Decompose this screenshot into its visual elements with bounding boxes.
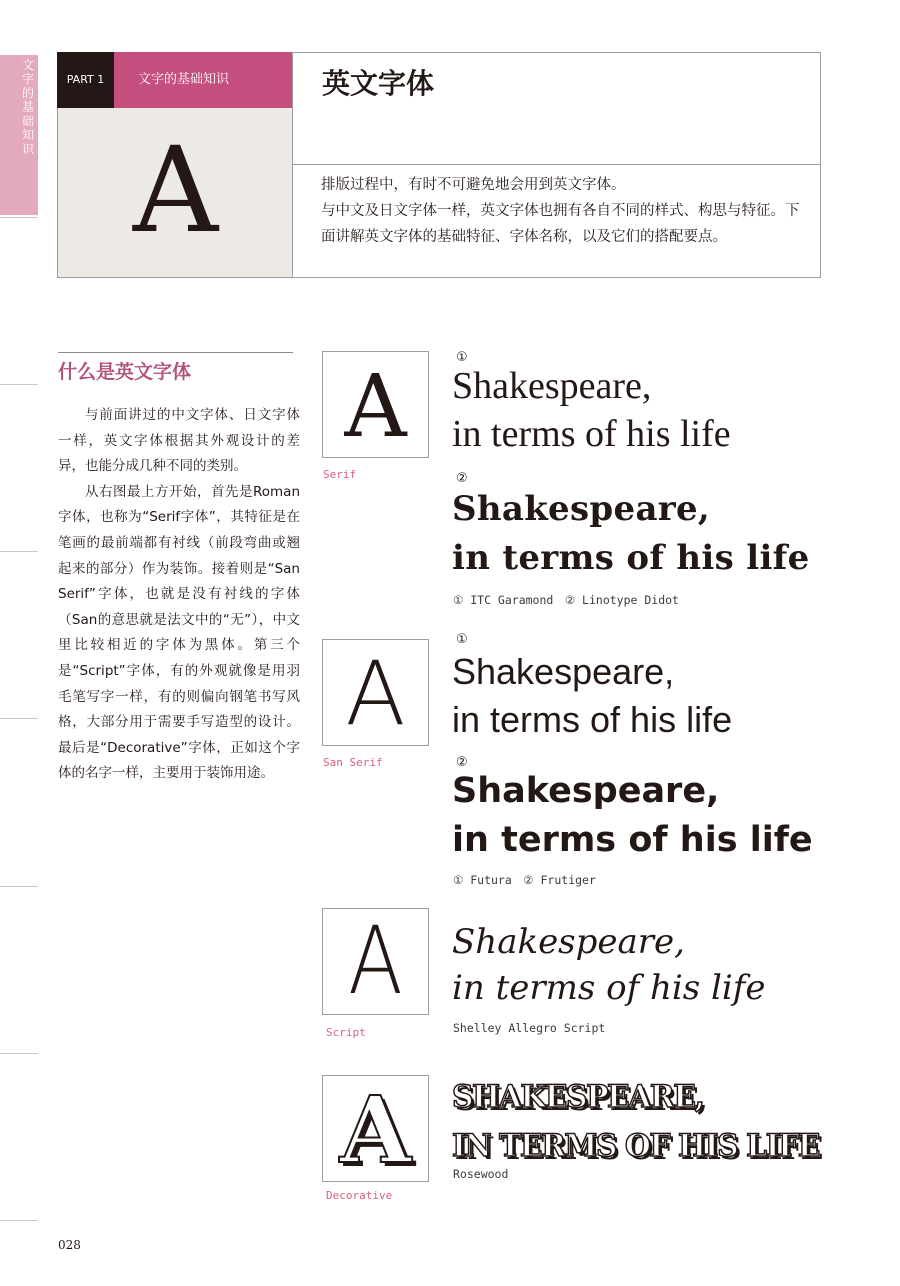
serif-specimen-1 bbox=[452, 362, 731, 458]
intro-line: 排版过程中，有时不可避免地会用到英文字体。 bbox=[321, 177, 626, 193]
section-title: 什么是英文字体 bbox=[58, 361, 192, 383]
specimen-line: in terms of his life bbox=[452, 413, 731, 455]
serif-caption: ① ITC Garamond ② Linotype Didot bbox=[453, 593, 679, 607]
edge-rule bbox=[0, 384, 38, 385]
script-label: Script bbox=[326, 1026, 366, 1039]
intro-text bbox=[321, 172, 801, 250]
side-tab-label: 文字的基础知识 bbox=[22, 58, 35, 156]
edge-rule bbox=[0, 718, 38, 719]
decorative-specimen bbox=[452, 1073, 819, 1171]
serif-sample-box bbox=[322, 351, 429, 458]
decorative-sample-box bbox=[322, 1075, 429, 1182]
specimen-line: Shakespeare, bbox=[452, 651, 675, 692]
body-paragraph: 与前面讲过的中文字体、日文字体一样，英文字体根据其外观设计的差异，也能分成几种不同的类别。 bbox=[58, 407, 300, 475]
sans-marker-1: ① bbox=[456, 632, 468, 647]
sans-caption: ① Futura ② Frutiger bbox=[453, 873, 596, 887]
body-paragraph: 从右图最上方开始，首先是Roman字体，也称为“Serif字体”，其特征是在笔画的最前端都有衬线（前段弯曲或翘起来的部分）作为装饰。接着则是“San Serif”字体，也就是没有衬线的字体（San的意思就是法文中的“无”），中文里比较相近的字体为黑体。第三个是“Script”字体，有的外观就像是用羽毛笔写字一样，有的则偏向钢笔书写风格，大部分用于需要手写造型的设计。最后是“Decorative”字体，正如这个字体的名字一样，主要用于装饰用途。 bbox=[58, 483, 300, 782]
edge-rule bbox=[0, 1053, 38, 1054]
serif-marker-2: ② bbox=[456, 471, 468, 486]
section-body bbox=[58, 403, 300, 787]
edge-rule bbox=[0, 551, 38, 552]
edge-rule bbox=[0, 886, 38, 887]
serif-label: Serif bbox=[323, 468, 357, 481]
decorative-label: Decorative bbox=[326, 1189, 393, 1202]
specimen-line: in terms of his life bbox=[452, 968, 766, 1008]
specimen-line: in terms of his life bbox=[452, 699, 733, 740]
header-divider-horizontal bbox=[292, 164, 821, 165]
page-title: 英文字体 bbox=[322, 67, 435, 100]
sans-sample-box bbox=[322, 639, 429, 746]
part-tag: PART 1 bbox=[57, 52, 114, 108]
page-number: 028 bbox=[58, 1238, 81, 1252]
specimen-line: Shakespeare, bbox=[452, 365, 652, 407]
serif-marker-1: ① bbox=[456, 350, 468, 365]
serif-letter: A bbox=[344, 357, 407, 457]
serif-specimen-2 bbox=[452, 485, 810, 583]
chapter-tag: 文字的基础知识 bbox=[114, 52, 293, 108]
sans-specimen-1 bbox=[452, 648, 732, 744]
script-caption: Shelley Allegro Script bbox=[453, 1021, 606, 1035]
script-specimen bbox=[452, 919, 765, 1011]
sans-specimen-2 bbox=[452, 767, 813, 865]
script-letter: A bbox=[348, 908, 403, 1015]
specimen-line: IN TERMS OF HIS LIFE bbox=[452, 1128, 820, 1164]
specimen-line: in terms of his life bbox=[452, 538, 810, 578]
edge-rule bbox=[0, 217, 38, 218]
script-sample-box bbox=[322, 908, 429, 1015]
sans-label: San Serif bbox=[323, 756, 383, 769]
header-divider-vertical bbox=[292, 52, 293, 278]
big-letter: A bbox=[132, 121, 219, 259]
sans-letter: A bbox=[345, 642, 406, 745]
intro-line: 与中文及日文字体一样，英文字体也拥有各自不同的样式、构思与特征。下面讲解英文字体的基础特征、字体名称，以及它们的搭配要点。 bbox=[321, 203, 800, 245]
edge-rule bbox=[0, 1220, 38, 1221]
specimen-line: Shakespeare, bbox=[452, 922, 685, 962]
decorative-caption: Rosewood bbox=[453, 1167, 509, 1181]
section-rule bbox=[58, 352, 293, 353]
sans-marker-2: ② bbox=[456, 755, 468, 770]
decorative-letter: A bbox=[339, 1076, 412, 1182]
specimen-line: SHAKESPEARE, bbox=[452, 1079, 704, 1115]
specimen-line: Shakespeare, bbox=[452, 489, 711, 529]
specimen-line: Shakespeare, bbox=[452, 771, 720, 811]
specimen-line: in terms of his life bbox=[452, 820, 813, 860]
